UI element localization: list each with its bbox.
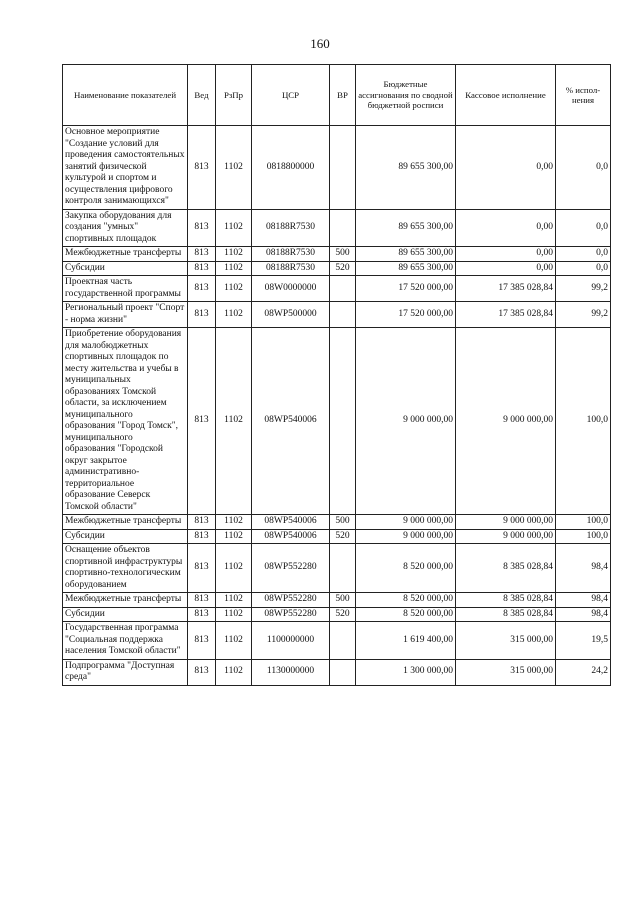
cell-ved: 813 <box>188 209 216 247</box>
cell-vr: 520 <box>330 261 356 276</box>
cell-pct: 19,5 <box>556 622 611 660</box>
cell-cash: 315 000,00 <box>456 659 556 685</box>
cell-pct: 98,4 <box>556 593 611 608</box>
cell-cash: 0,00 <box>456 261 556 276</box>
cell-rzpr: 1102 <box>216 276 252 302</box>
cell-budget: 17 520 000,00 <box>356 302 456 328</box>
cell-vr <box>330 544 356 593</box>
cell-cash: 8 385 028,84 <box>456 593 556 608</box>
cell-name: Региональный проект "Спорт - норма жизни" <box>63 302 188 328</box>
table-row <box>63 544 611 593</box>
table-row <box>63 607 611 622</box>
cell-ved: 813 <box>188 659 216 685</box>
cell-ved: 813 <box>188 247 216 262</box>
cell-rzpr: 1102 <box>216 328 252 515</box>
cell-vr: 500 <box>330 593 356 608</box>
table-row <box>63 247 611 262</box>
cell-ved: 813 <box>188 593 216 608</box>
cell-budget: 89 655 300,00 <box>356 209 456 247</box>
table-header-row <box>63 65 611 126</box>
cell-ved: 813 <box>188 515 216 530</box>
cell-ved: 813 <box>188 328 216 515</box>
table-row <box>63 529 611 544</box>
cell-name: Подпрограмма "Доступная среда" <box>63 659 188 685</box>
cell-pct: 99,2 <box>556 276 611 302</box>
cell-ved: 813 <box>188 261 216 276</box>
cell-cash: 8 385 028,84 <box>456 544 556 593</box>
table-row <box>63 276 611 302</box>
cell-csr: 1130000000 <box>252 659 330 685</box>
table-row <box>63 209 611 247</box>
cell-budget: 9 000 000,00 <box>356 529 456 544</box>
cell-name: Оснащение объектов спортивной инфраструктуры спортивно-технологическим оборудованием <box>63 544 188 593</box>
cell-name: Субсидии <box>63 261 188 276</box>
cell-ved: 813 <box>188 607 216 622</box>
cell-csr: 08WP540006 <box>252 328 330 515</box>
cell-rzpr: 1102 <box>216 209 252 247</box>
cell-ved: 813 <box>188 622 216 660</box>
cell-vr: 520 <box>330 529 356 544</box>
cell-cash: 8 385 028,84 <box>456 607 556 622</box>
cell-cash: 9 000 000,00 <box>456 529 556 544</box>
cell-budget: 17 520 000,00 <box>356 276 456 302</box>
cell-cash: 9 000 000,00 <box>456 515 556 530</box>
cell-vr <box>330 276 356 302</box>
cell-pct: 98,4 <box>556 544 611 593</box>
cell-budget: 1 300 000,00 <box>356 659 456 685</box>
cell-pct: 0,0 <box>556 261 611 276</box>
cell-rzpr: 1102 <box>216 261 252 276</box>
page-number: 160 <box>310 36 330 51</box>
cell-vr <box>330 328 356 515</box>
budget-table <box>62 64 611 686</box>
cell-rzpr: 1102 <box>216 515 252 530</box>
cell-csr: 08WP552280 <box>252 607 330 622</box>
cell-csr: 08188R7530 <box>252 261 330 276</box>
cell-budget: 8 520 000,00 <box>356 607 456 622</box>
header-cash: Кассовое исполнение <box>456 65 556 126</box>
cell-rzpr: 1102 <box>216 247 252 262</box>
cell-vr <box>330 302 356 328</box>
cell-vr: 520 <box>330 607 356 622</box>
table-row <box>63 328 611 515</box>
cell-csr: 0818800000 <box>252 126 330 210</box>
cell-budget: 9 000 000,00 <box>356 515 456 530</box>
cell-rzpr: 1102 <box>216 607 252 622</box>
cell-name: Закупка оборудования для создания "умных" спортивных площадок <box>63 209 188 247</box>
cell-ved: 813 <box>188 276 216 302</box>
header-name: Наименование показателей <box>63 65 188 126</box>
header-ved: Вед <box>188 65 216 126</box>
cell-pct: 0,0 <box>556 247 611 262</box>
cell-ved: 813 <box>188 302 216 328</box>
cell-rzpr: 1102 <box>216 126 252 210</box>
cell-cash: 0,00 <box>456 126 556 210</box>
cell-csr: 08W0000000 <box>252 276 330 302</box>
cell-name: Межбюджетные трансферты <box>63 515 188 530</box>
cell-vr <box>330 209 356 247</box>
header-vr: ВР <box>330 65 356 126</box>
table-row <box>63 126 611 210</box>
cell-rzpr: 1102 <box>216 622 252 660</box>
cell-name: Приобретение оборудования для малобюджетных спортивных площадок по месту жительства и учебы в муниципальных образованиях Томской области, за исключением муниципального образования "Город Томск", муниципального образования "Городской округ закрытое административно-территориальное образование Северск Томской области" <box>63 328 188 515</box>
cell-pct: 100,0 <box>556 515 611 530</box>
cell-name: Государственная программа "Социальная поддержка населения Томской области" <box>63 622 188 660</box>
table-row <box>63 659 611 685</box>
cell-budget: 89 655 300,00 <box>356 247 456 262</box>
cell-cash: 0,00 <box>456 247 556 262</box>
cell-cash: 0,00 <box>456 209 556 247</box>
cell-pct: 0,0 <box>556 126 611 210</box>
table-row <box>63 515 611 530</box>
cell-name: Проектная часть государственной программы <box>63 276 188 302</box>
cell-pct: 24,2 <box>556 659 611 685</box>
cell-budget: 89 655 300,00 <box>356 261 456 276</box>
cell-rzpr: 1102 <box>216 659 252 685</box>
table-row <box>63 622 611 660</box>
cell-vr: 500 <box>330 515 356 530</box>
cell-rzpr: 1102 <box>216 544 252 593</box>
cell-vr <box>330 622 356 660</box>
header-pct: % испол-нения <box>556 65 611 126</box>
cell-budget: 1 619 400,00 <box>356 622 456 660</box>
cell-cash: 315 000,00 <box>456 622 556 660</box>
cell-csr: 08WP552280 <box>252 593 330 608</box>
cell-rzpr: 1102 <box>216 302 252 328</box>
cell-name: Межбюджетные трансферты <box>63 593 188 608</box>
header-rzpr: РзПр <box>216 65 252 126</box>
cell-cash: 17 385 028,84 <box>456 302 556 328</box>
cell-ved: 813 <box>188 126 216 210</box>
cell-pct: 99,2 <box>556 302 611 328</box>
cell-name: Субсидии <box>63 529 188 544</box>
cell-pct: 100,0 <box>556 328 611 515</box>
cell-csr: 08WP552280 <box>252 544 330 593</box>
cell-budget: 9 000 000,00 <box>356 328 456 515</box>
cell-cash: 9 000 000,00 <box>456 328 556 515</box>
cell-rzpr: 1102 <box>216 593 252 608</box>
cell-csr: 08WP540006 <box>252 529 330 544</box>
table-row <box>63 593 611 608</box>
cell-csr: 08188R7530 <box>252 209 330 247</box>
cell-vr: 500 <box>330 247 356 262</box>
cell-vr <box>330 126 356 210</box>
cell-pct: 100,0 <box>556 529 611 544</box>
cell-ved: 813 <box>188 544 216 593</box>
cell-vr <box>330 659 356 685</box>
cell-csr: 08WP540006 <box>252 515 330 530</box>
cell-name: Межбюджетные трансферты <box>63 247 188 262</box>
header-budget: Бюджетные ассигнования по сводной бюджетной росписи <box>356 65 456 126</box>
cell-name: Субсидии <box>63 607 188 622</box>
cell-budget: 8 520 000,00 <box>356 593 456 608</box>
cell-ved: 813 <box>188 529 216 544</box>
cell-pct: 98,4 <box>556 607 611 622</box>
cell-csr: 08WP500000 <box>252 302 330 328</box>
cell-rzpr: 1102 <box>216 529 252 544</box>
cell-csr: 08188R7530 <box>252 247 330 262</box>
cell-pct: 0,0 <box>556 209 611 247</box>
table-row <box>63 302 611 328</box>
cell-cash: 17 385 028,84 <box>456 276 556 302</box>
cell-budget: 8 520 000,00 <box>356 544 456 593</box>
cell-budget: 89 655 300,00 <box>356 126 456 210</box>
cell-name: Основное мероприятие "Создание условий для проведения самостоятельных занятий физической культурой и спортом и осуществления цифрового контроля занимающихся" <box>63 126 188 210</box>
cell-csr: 1100000000 <box>252 622 330 660</box>
header-csr: ЦСР <box>252 65 330 126</box>
table-row <box>63 261 611 276</box>
